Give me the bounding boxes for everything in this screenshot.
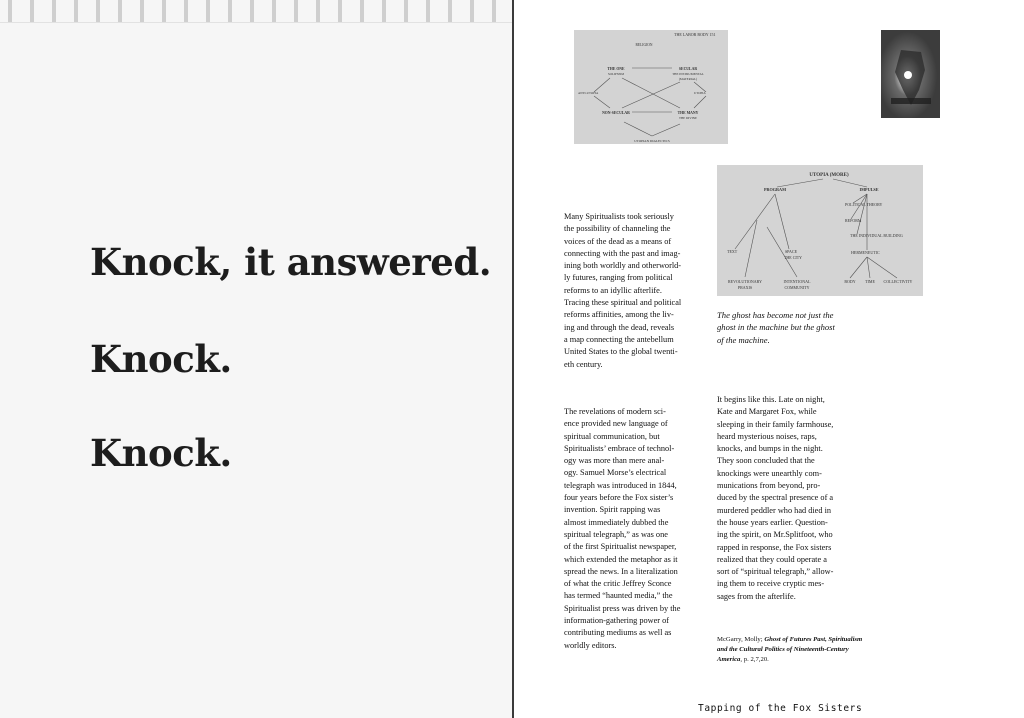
dialectic-diagram [574, 30, 728, 144]
diagram-node: (MATERIAL) [678, 77, 698, 81]
diagram-node: RELIGION [635, 43, 653, 47]
diagram-node: TEXT [727, 249, 738, 254]
knock-line-answered: Knock, it answered. [90, 240, 492, 284]
paragraph-spiritualists [564, 211, 704, 371]
diagram-node: BODY [844, 279, 856, 284]
diagram-node: THE DIVINE [679, 116, 697, 120]
diagram-node: THE INSTRUMENTAL [672, 72, 704, 76]
diagram-node: THE CITY [783, 255, 803, 260]
diagram-node: THE INDIVIDUAL BUILDING [850, 233, 903, 238]
diagram-node: SPACE [784, 249, 798, 254]
diagram-node: COMMUNITY [784, 285, 810, 290]
paragraph-text: The revelations of modern sci- ence provided new language of spiritual communication, but Spiritualists’ embrace of technol- ogy was more than mere anal- ogy. Samuel Morse’s electrical telegraph was introduced in 1844, four years before the Fox sister’s invention. Spirit rapping was almost immediately dubbed the spiritual telegraph,” as was one of the first Spiritualist newspaper, which extended the metaphor as it spread the news. In a literalization of what the critic Jeffrey Sconce has termed “haunted media,” the Spiritualist press was driven by the information-gathering power of contributing mediums as well as worldly editors. [564, 407, 681, 650]
citation-pages: , p. 2,7,20. [740, 656, 769, 664]
paragraph-fox-sisters [717, 394, 857, 603]
diagram-node: UTOPIA [694, 91, 706, 95]
diagram-node: THE MANY [677, 111, 699, 115]
diagram-node: REVOLUTIONARY [728, 279, 762, 284]
spiral-binding [0, 0, 512, 23]
knock-line-third: Knock. [90, 431, 232, 475]
diagram-node: POLITICAL THEORY [845, 202, 883, 207]
diagram-node: UTOPIAN DIALECTICS [634, 139, 670, 143]
diagram-node: THE ONE [607, 67, 625, 71]
paragraph-text: Many Spiritualists took seriously the possibility of channeling the voices of the dead as a means of connecting with the past and imag- ining both worldly and otherworld- ly futures, ranging from political reforms to an idyllic afterlife. Tracing these spiritual and political reforms affinities, among the liv- ing and through the dead, reveals a map connecting the antebellum United States to the global twenti- eth century. [564, 212, 682, 369]
diagram-node: ANTI-UTOPIA [578, 91, 599, 95]
diagram-title: UTOPIA (MORE) [809, 173, 849, 178]
diagram-connectors [735, 179, 897, 278]
dialectic-diagram-figure [574, 30, 728, 144]
diagram-node: PRAXIS [737, 285, 753, 290]
ghost-machine-photo [881, 30, 940, 118]
figure-caption: The ghost has become not just the ghost in the machine but the ghost of the machine. [717, 310, 835, 345]
utopia-tree-diagram [717, 165, 923, 296]
diagram-node: REFORM [845, 218, 862, 223]
utopia-tree-figure [717, 165, 923, 296]
paragraph-text: It begins like this. Late on night, Kate and Margaret Fox, while sleeping in their family farmhouse, heard mysterious noises, raps, knocks, and bumps in the night. They soon concluded that the knockings were unearthly com- munications from beyond, pro- duced by the spectral presence of a murdered peddler who had died in the house years earlier. Question- ing the spirit, on Mr.Splitfoot, who rapped in response, the Fox sisters realized that they could operate a sort of “spiritual telegraph,” allow- ing them to receive cryptic mes- sages from the afterlife. [717, 395, 834, 601]
diagram-node: IMPULSE [859, 187, 879, 192]
citation-title: Ghost of Futures Past, Spiritualism and the Cultural Politics of Nineteenth-Century America [717, 636, 863, 664]
page-footer-title: Tapping of the Fox Sisters [698, 703, 863, 714]
diagram-node: PROGRAM [763, 187, 787, 192]
diagram-node: COLLECTIVITY [883, 279, 913, 284]
diagram-node: SECULAR [678, 67, 698, 71]
citation-author: McGarry, Molly; [717, 636, 765, 643]
diagram-node: NON-SECULAR [602, 111, 630, 115]
diagram-node: HERMENEUTIC [851, 250, 880, 255]
citation [717, 635, 867, 666]
ghost-machine-image [881, 30, 940, 118]
paragraph-telegraph [564, 406, 704, 652]
diagram-header: THE LABOR BODY 151 [674, 32, 716, 37]
diagram-node: SOLIPSISM [607, 72, 625, 76]
diagram-node: INTENTIONAL [783, 279, 811, 284]
diagram-node: TIME [865, 279, 875, 284]
knock-line-second: Knock. [90, 337, 232, 381]
